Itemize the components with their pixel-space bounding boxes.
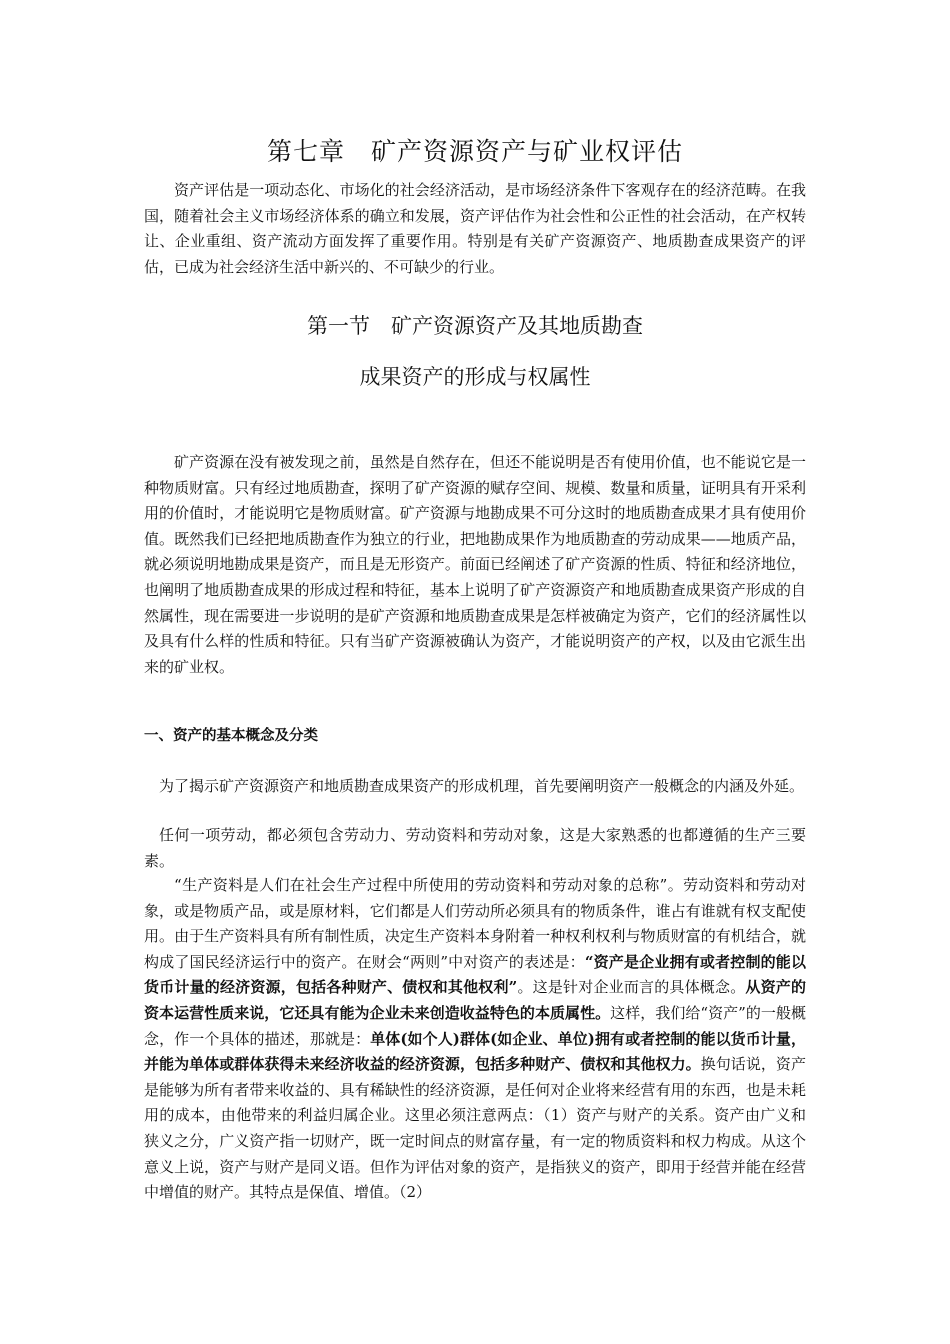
intro-paragraph: 资产评估是一项动态化、市场化的社会经济活动，是市场经济条件下客观存在的经济范畴。在我国，随着社会主义市场经济体系的确立和发展，资产评估作为社会性和公正性的社会活动，在产权转让、企业重组、资产流动方面发挥了重要作用。特别是有关矿产资源资产、地质勘查成果资产的评估，已成为社会经济生活中新兴的、不可缺少的行业。 <box>144 181 806 276</box>
p3-text-1: “生产资料是人们在社会生产过程中所使用的劳动资料和劳动对象的总称”。劳动资料和劳动对象，或是物质产品，或是原材料，它们都是人们劳动所必须具有的物质条件，谁占有谁就有权支配使用。由于生产资料具有所有制性质，决定生产资料本身附着一种权利权利与物质财富的有机结合，就构成了国民经济运行中的资产。在财会“两则”中对资产的表述是： <box>144 876 806 971</box>
p3-bold-1: “资产是企业拥有或者控制的能以货币计量的经济资源，包括各种财产、债权和其他权利” <box>144 952 806 997</box>
subsection-paragraph-2: 任何一项劳动，都必须包含劳动力、劳动资料和劳动对象，这是大家熟悉的也都遵循的生产三要素。 <box>144 826 806 870</box>
p3-bold-2: 从资产的资本运营性质来说，它还具有能为企业未来创造收益特色的本质属性。 <box>144 978 806 1022</box>
chapter-title: 第七章 矿产资源资产与矿业权评估 <box>266 137 683 166</box>
section-paragraph: 矿产资源在没有被发现之前，虽然是自然存在，但还不能说明是否有使用价值，也不能说它是一种物质财富。只有经过地质勘查，探明了矿产资源的赋存空间、规模、数量和质量，证明具有开采利用的价值时，才能说明它是物质财富。矿产资源与地勘成果不可分这时的地质勘查成果才具有使用价值。既然我们已经把地质勘查作为独立的行业，把地勘成果作为地质勘查的劳动成果——地质产品，就必须说明地勘成果是资产，而且是无形资产。前面已经阐述了矿产资源的性质、特征和经济地位，也阐明了地质勘查成果的形成过程和特征，基本上说明了矿产资源资产和地质勘查成果资产形成的自然属性，现在需要进一步说明的是矿产资源和地质勘查成果是怎样被确定为资产，它们的经济属性以及具有什么样的性质和特征。只有当矿产资源被确认为资产，才能说明资产的产权，以及由它派生出来的矿业权。 <box>144 453 806 676</box>
section-title-line1: 第一节 矿产资源资产及其地质勘查 <box>307 314 643 338</box>
subsection-paragraph-3 <box>144 873 806 1206</box>
subsection-paragraph-1: 为了揭示矿产资源资产和地质勘查成果资产的形成机理，首先要阐明资产一般概念的内涵及外延。 <box>159 777 805 795</box>
p3-text-3: 这样，我们给“资产”的一般概念，作一个具体的描述，那就是： <box>144 1003 806 1048</box>
section-title-line2: 成果资产的形成与权属性 <box>359 365 591 389</box>
p3-text-2: 。这是针对企业而言的具体概念。 <box>517 978 746 997</box>
subsection-heading: 一、资产的基本概念及分类 <box>144 728 318 744</box>
p3-text-4: 换句话说，资产是能够为所有者带来收益的、具有稀缺性的经济资源，是任何对企业将来经营有用的东西，也是未耗用的成本，由他带来的利益归属企业。这里必须注意两点：（1）资产与财产的关系。资产由广义和狭义之分，广义资产指一切财产，既一定时间点的财富存量，有一定的物质资料和权力构成。从这个意义上说，资产与财产是同义语。但作为评估对象的资产，是指狭义的资产，即用于经营并能在经营中增值的财产。其特点是保值、增值。（2） <box>144 1055 806 1202</box>
p3-bold-3: 单体(如个人)群体(如企业、单位)拥有或者控制的能以货币计量，并能为单体或群体获得未来经济收益的经济资源，包括多种财产、债权和其他权力。 <box>144 1029 806 1074</box>
